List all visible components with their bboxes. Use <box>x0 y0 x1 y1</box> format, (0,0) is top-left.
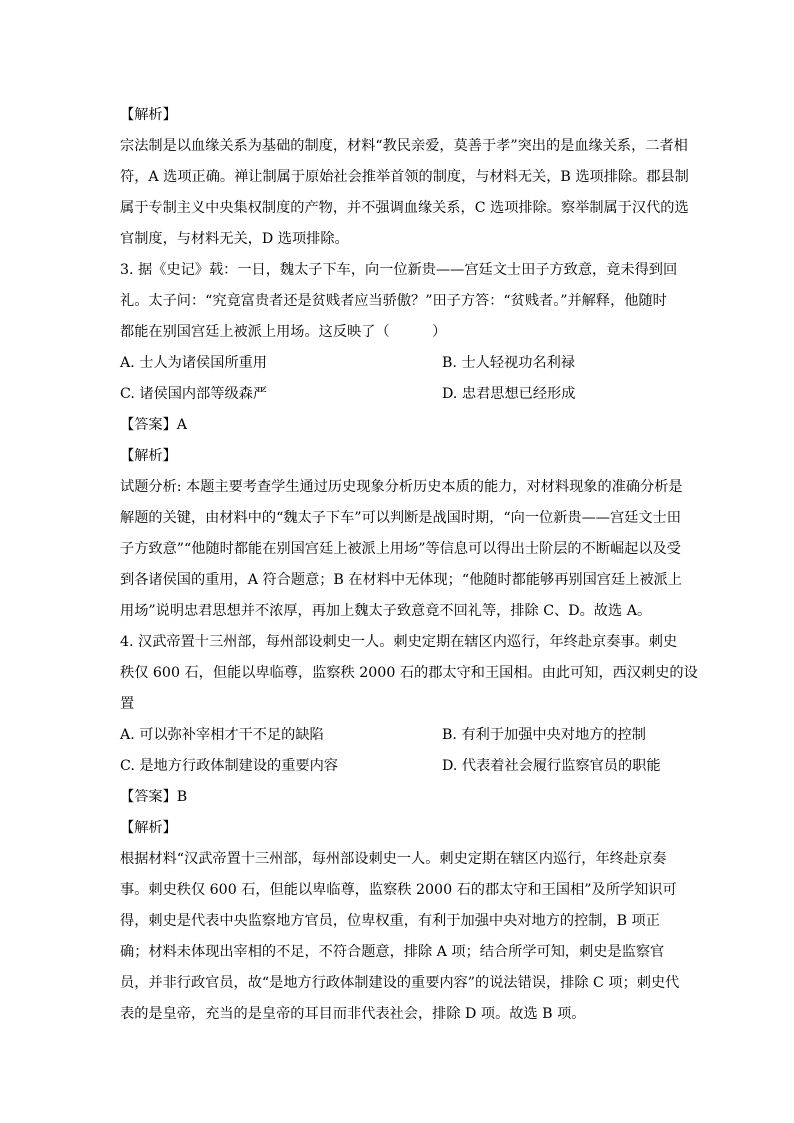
question-3 <box>120 255 680 348</box>
analysis-paragraph-q4 <box>120 844 680 1030</box>
option-d: D. 代表着社会履行监察官员的职能 <box>442 758 661 774</box>
option-d: D. 忠君思想已经形成 <box>442 386 576 402</box>
section-heading-analysis: 【解析】 <box>120 107 177 123</box>
text-line: 确；材料未体现出宰相的不足，不符合题意，排除 A 项；结合所学可知，刺史是监察官 <box>120 944 665 960</box>
analysis-paragraph-q3 <box>120 472 683 627</box>
option-c: C. 是地方行政体制建设的重要内容 <box>120 758 338 774</box>
text-line: 根据材料“汉武帝置十三州部，每州部设刺史一人。刺史定期在辖区内巡行，年终赴京奏 <box>120 851 667 867</box>
section-heading-analysis: 【解析】 <box>120 448 177 464</box>
text-line: 置 <box>120 696 135 712</box>
question-4-options <box>120 720 680 782</box>
text-line: 员，并非行政官员，故“是地方行政体制建设的重要内容”的说法错误，排除 C 项；刺史代 <box>120 975 680 991</box>
answer-label-q4: 【答案】B <box>120 789 188 805</box>
text-line: 属于专制主义中央集权制度的产物，并不强调血缘关系，C 选项排除。察举制属于汉代的选 <box>120 200 689 216</box>
section-heading-analysis: 【解析】 <box>120 820 177 836</box>
text-line: 3. 据《史记》载：一日，魏太子下车，向一位新贵——宫廷文士田子方致意，竟未得到回 <box>120 262 678 278</box>
option-b: B. 士人轻视功名利禄 <box>442 355 575 371</box>
text-line: 用场”说明忠君思想并不浓厚，再加上魏太子致意竟不回礼等，排除 C、D。故选 A。 <box>120 603 652 619</box>
question-4 <box>120 627 698 720</box>
text-line: 符，A 选项正确。禅让制属于原始社会推举首领的制度，与材料无关，B 选项排除。郡县制 <box>120 169 689 185</box>
text-line: 子方致意”“他随时都能在别国宫廷上被派上用场”等信息可以得出士阶层的不断崛起以及受 <box>120 541 681 557</box>
text-line: 解题的关键，由材料中的“魏太子下车”可以判断是战国时期，“向一位新贵——宫廷文士田 <box>120 510 681 526</box>
document-page <box>120 100 698 1030</box>
text-line: 表的是皇帝，充当的是皇帝的耳目而非代表社会，排除 D 项。故选 B 项。 <box>120 1006 586 1022</box>
option-a: A. 可以弥补宰相才干不足的缺陷 <box>120 727 324 743</box>
text-line: 都能在别国宫廷上被派上用场。这反映了（ ） <box>120 324 447 340</box>
text-line: 官制度，与材料无关，D 选项排除。 <box>120 231 349 247</box>
option-row <box>120 720 680 751</box>
analysis-paragraph-q2 <box>120 131 689 255</box>
text-line: 到各诸侯国的重用，A 符合题意；B 在材料中无体现；“他随时都能够再别国宫廷上被派上 <box>120 572 682 588</box>
text-line: 宗法制是以血缘关系为基础的制度，材料“教民亲爱，莫善于孝”突出的是血缘关系，二者相 <box>120 138 688 154</box>
option-row <box>120 348 680 379</box>
text-line: 秩仅 600 石，但能以卑临尊，监察秩 2000 石的郡太守和王国相。由此可知，西汉刺史的设 <box>120 665 698 681</box>
option-row <box>120 751 680 782</box>
text-line: 得，刺史是代表中央监察地方官员，位卑权重，有利于加强中央对地方的控制，B 项正 <box>120 913 660 929</box>
text-line: 事。刺史秩仅 600 石，但能以卑临尊，监察秩 2000 石的郡太守和王国相”及所学知识可 <box>120 882 677 898</box>
option-b: B. 有利于加强中央对地方的控制 <box>442 727 646 743</box>
option-a: A. 士人为诸侯国所重用 <box>120 355 267 371</box>
question-3-options <box>120 348 680 410</box>
answer-label-q3: 【答案】A <box>120 417 187 433</box>
option-c: C. 诸侯国内部等级森严 <box>120 386 268 402</box>
option-row <box>120 379 680 410</box>
text-line: 4. 汉武帝置十三州部，每州部设刺史一人。刺史定期在辖区内巡行，年终赴京奏事。刺史 <box>120 634 678 650</box>
text-line: 试题分析: 本题主要考查学生通过历史现象分析历史本质的能力，对材料现象的准确分析是 <box>120 479 683 495</box>
text-line: 礼。太子问：“究竟富贵者还是贫贱者应当骄傲？”田子方答：“贫贱者。”并解释，他随时 <box>120 293 667 309</box>
